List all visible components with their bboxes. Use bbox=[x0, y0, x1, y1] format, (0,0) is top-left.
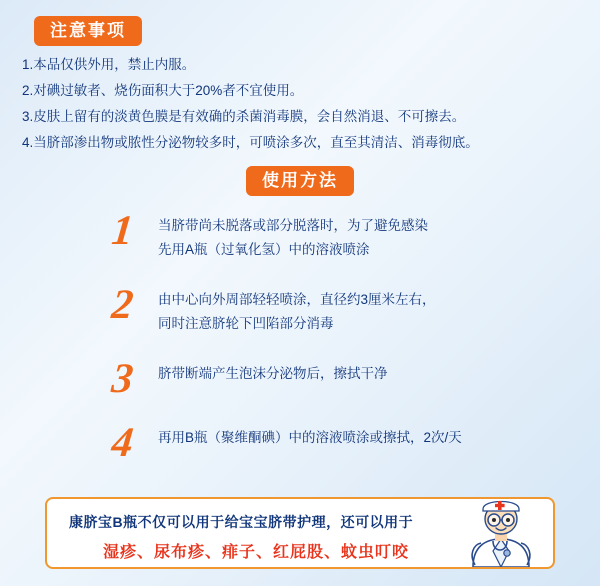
step-text-line: 由中心向外周部轻轻喷涂，直径约3厘米左右， bbox=[158, 292, 436, 307]
list-item: 2.对碘过敏者、烧伤面积大于20%者不宜使用。 bbox=[22, 83, 304, 98]
step-text-line: 当脐带尚未脱落或部分脱落时，为了避免感染 bbox=[158, 218, 428, 233]
step-text bbox=[158, 358, 388, 386]
notice-heading bbox=[34, 16, 142, 46]
step-number: 1 bbox=[109, 208, 136, 254]
doctor-icon bbox=[455, 497, 547, 567]
notice-list bbox=[22, 52, 582, 156]
list-item bbox=[0, 210, 600, 262]
banner-highlight-text: 湿疹、尿布疹、痱子、红屁股、蚊虫叮咬 bbox=[103, 544, 410, 561]
step-text-line: 先用A瓶（过氧化氢）中的溶液喷涂 bbox=[158, 242, 370, 257]
step-text bbox=[158, 210, 428, 262]
list-item: 3.皮肤上留有的淡黄色膜是有效确的杀菌消毒膜，会自然消退、不可擦去。 bbox=[22, 109, 466, 124]
notice-heading-label: 注意事项 bbox=[34, 16, 142, 46]
list-item bbox=[0, 358, 600, 400]
step-number: 4 bbox=[109, 420, 136, 466]
bottom-banner bbox=[45, 497, 555, 569]
step-number: 2 bbox=[109, 282, 136, 328]
usage-heading bbox=[0, 166, 600, 196]
usage-heading-label: 使用方法 bbox=[246, 166, 354, 196]
step-number: 3 bbox=[109, 356, 136, 402]
step-text bbox=[158, 284, 436, 336]
list-item bbox=[0, 422, 600, 464]
banner-primary-text: 康脐宝B瓶不仅可以用于给宝宝脐带护理，还可以用于 bbox=[69, 514, 414, 530]
step-text bbox=[158, 422, 462, 450]
usage-steps bbox=[0, 210, 600, 486]
step-text-line: 再用B瓶（聚维酮碘）中的溶液喷涂或擦拭，2次/天 bbox=[158, 430, 462, 445]
step-text-line: 脐带断端产生泡沫分泌物后，擦拭干净 bbox=[158, 366, 388, 381]
list-item: 4.当脐部渗出物或脓性分泌物较多时，可喷涂多次，直至其清洁、消毒彻底。 bbox=[22, 135, 479, 150]
step-text-line: 同时注意脐轮下凹陷部分消毒 bbox=[158, 316, 334, 331]
list-item bbox=[0, 284, 600, 336]
list-item: 1.本品仅供外用，禁止内服。 bbox=[22, 57, 196, 72]
